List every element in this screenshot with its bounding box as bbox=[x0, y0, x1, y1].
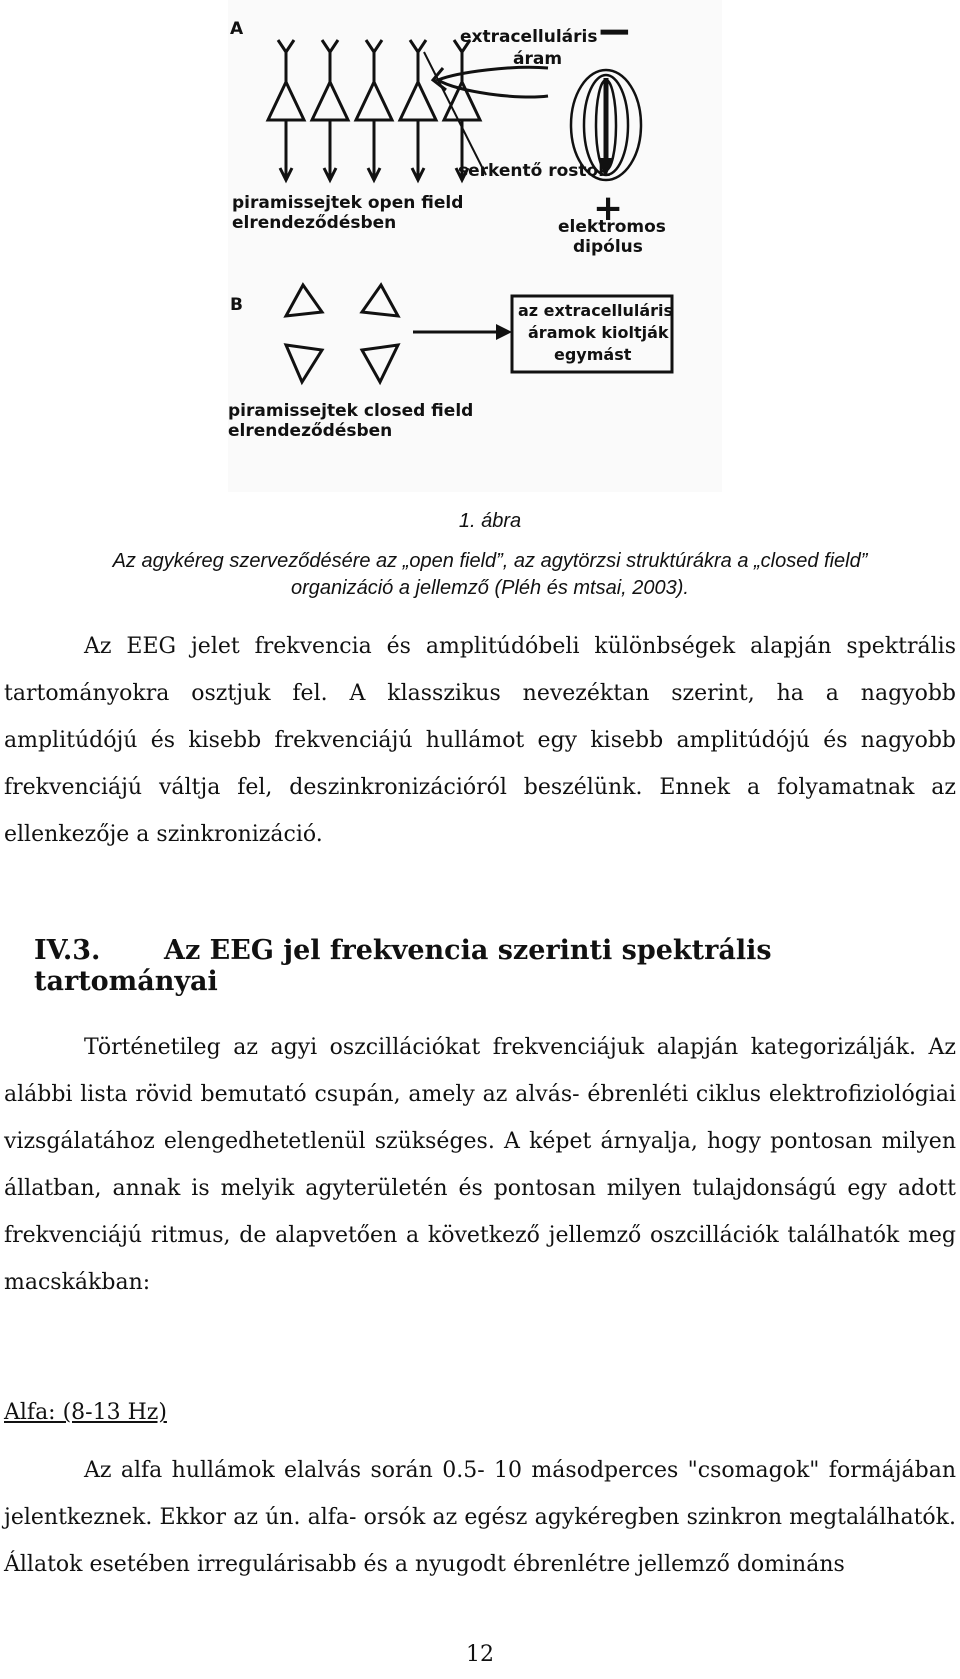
label-dipole-2: dipólus bbox=[573, 237, 643, 257]
pyramidal-cell bbox=[400, 40, 436, 180]
paragraph-1 bbox=[4, 623, 956, 858]
box-line-1: az extracelluláris bbox=[518, 301, 674, 320]
alpha-body: jelentkeznek. Ekkor az ún. alfa- orsók az egész agykéregben szinkron megtalálhatók. Állatok esetében irregulárisabb és a nyugodt ébrenlétre jellemző domináns bbox=[4, 1505, 956, 1577]
caption-line-1: Az agykéreg szerveződésére az „open field”, az agytörzsi struktúrákra a „closed field” bbox=[112, 550, 868, 572]
box-line-2: áramok kioltják bbox=[528, 323, 669, 342]
label-current: áram bbox=[513, 49, 563, 69]
section-title: Az EEG jel frekvencia szerinti spektrális tartományai bbox=[34, 935, 772, 997]
alpha-first-line: Az alfa hullámok elalvás során 0.5- 10 másodperces "csomagok" formájában bbox=[84, 1458, 956, 1483]
box-line-3: egymást bbox=[554, 345, 632, 364]
extracellular-current-arrow bbox=[438, 67, 548, 97]
plus-sign: + bbox=[593, 188, 624, 229]
figure-diagram bbox=[228, 0, 722, 492]
label-closed-field-1: piramissejtek closed field bbox=[228, 401, 474, 421]
caption-line-2: organizáció a jellemző (Pléh és mtsai, 2003). bbox=[291, 577, 689, 599]
alpha-heading: Alfa: (8-13 Hz) bbox=[4, 1400, 167, 1425]
pyramidal-cell bbox=[312, 40, 348, 180]
paragraph-2-first-line: Történetileg az agyi oszcillációkat frekvenciájuk alapján kategorizálják. Az bbox=[84, 1035, 956, 1060]
right-arrow-icon bbox=[496, 324, 512, 340]
pyramidal-cell bbox=[268, 40, 304, 180]
label-extracellular: extracelluláris bbox=[460, 27, 598, 47]
paragraph-1-first-line: Az EEG jelet frekvencia és amplitúdóbeli különbségek alapján spektrális bbox=[84, 634, 956, 659]
figure-1 bbox=[228, 0, 722, 492]
panel-a-label: A bbox=[230, 19, 244, 39]
section-number: IV.3. bbox=[34, 935, 101, 966]
label-closed-field-2: elrendeződésben bbox=[228, 421, 393, 441]
section-heading bbox=[34, 935, 960, 997]
label-dipole-1: elektromos bbox=[558, 217, 666, 237]
paragraph-2-body: alábbi lista rövid bemutató csupán, amely az alvás- ébrenléti ciklus elektrofiziológiai vizsgálatához elengedhetetlenül szükséges. A képet árnyalja, hogy pontosan milyen állatban, annak is melyik agyterületén és pontosan milyen tulajdonságú egy adott frekvenciájú ritmus, de alapvetően a következő jellemző oszcillációk találhatók meg macskákban: bbox=[4, 1082, 956, 1295]
pyramidal-cell bbox=[444, 40, 480, 180]
paragraph-1-body: tartományokra osztjuk fel. A klasszikus nevezéktan szerint, ha a nagyobb amplitúdójú és kisebb frekvenciájú hullámot egy kisebb amplitúdójú és nagyobb frekvenciájú váltja fel, deszinkronizációról beszélünk. Ennek a folyamatnak az ellenkezője a szinkronizáció. bbox=[4, 681, 956, 847]
pyramidal-cell bbox=[356, 40, 392, 180]
pyramidal-cells-closed-field bbox=[286, 285, 398, 382]
page-number: 12 bbox=[466, 1642, 494, 1667]
paragraph-2 bbox=[4, 1024, 956, 1306]
minus-sign: − bbox=[596, 6, 633, 57]
label-stimulating-fibers: serkentő rostok bbox=[458, 161, 610, 181]
label-open-field-1: piramissejtek open field bbox=[232, 193, 464, 213]
label-open-field-2: elrendeződésben bbox=[232, 213, 397, 233]
alpha-paragraph bbox=[4, 1447, 956, 1588]
figure-number: 1. ábra bbox=[458, 510, 522, 532]
panel-b-label: B bbox=[230, 295, 243, 315]
pyramidal-cells-open-field bbox=[268, 40, 480, 180]
